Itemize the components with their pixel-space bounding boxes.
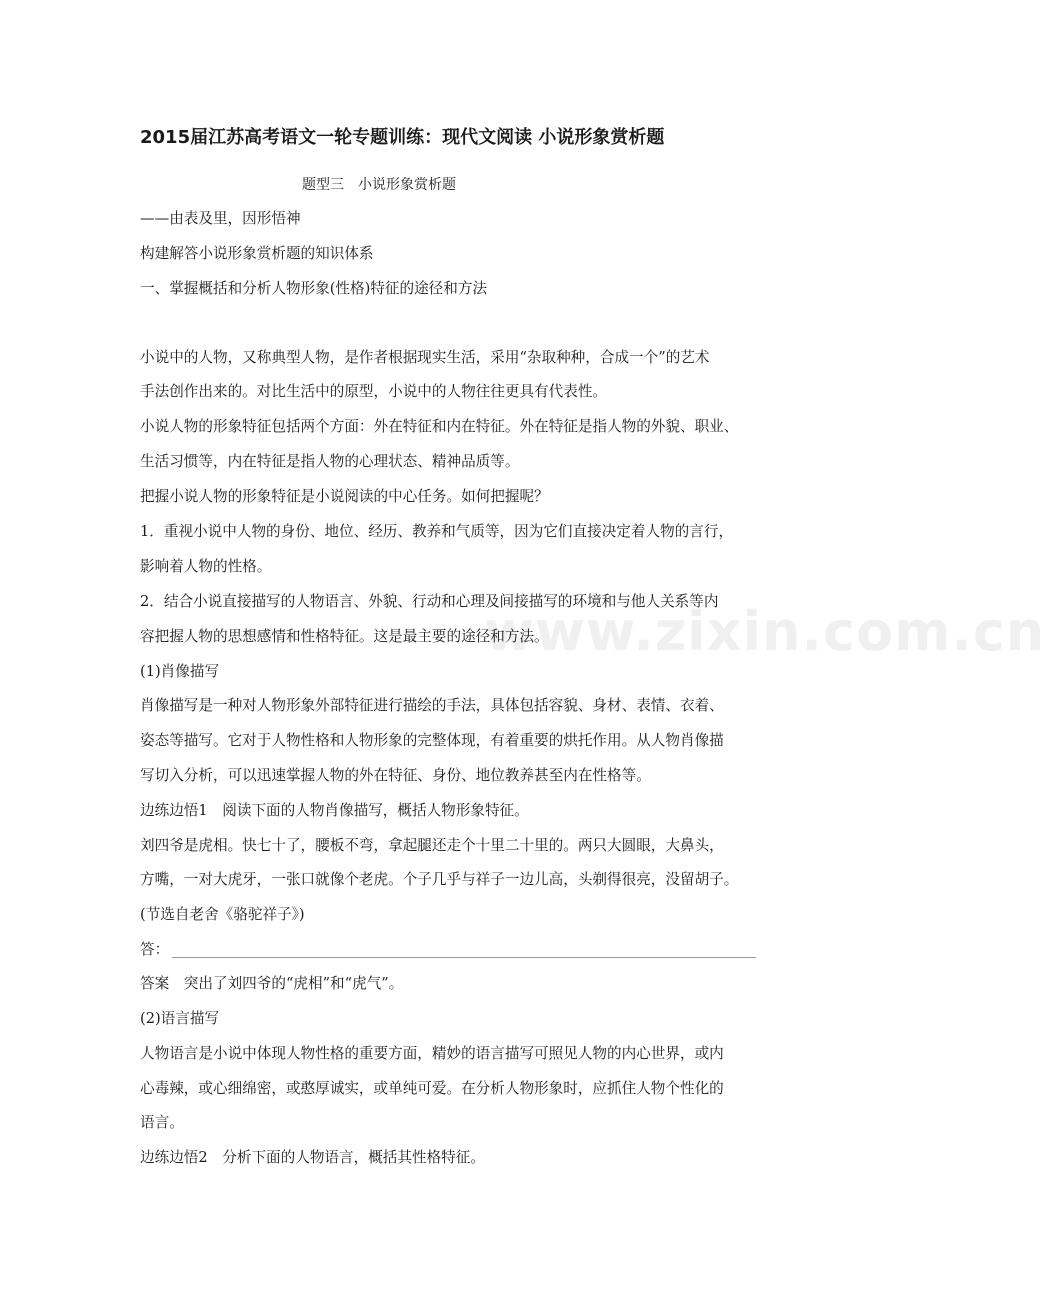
- paragraph-line: 把握小说人物的形象特征是小说阅读的中心任务。如何把握呢？: [140, 488, 549, 505]
- section-heading-1: 一、掌握概括和分析人物形象(性格)特征的途径和方法: [140, 280, 488, 297]
- section-heading: 题型三 小说形象赏析题: [302, 177, 456, 193]
- paragraph-line: 手法创作出来的。对比生活中的原型，小说中的人物往往更具有代表性。: [140, 383, 608, 400]
- list-item-line: 2．结合小说直接描写的人物语言、外貌、行动和心理及间接描写的环境和与他人关系等内: [140, 593, 719, 610]
- paragraph-line: 人物语言是小说中体现人物性格的重要方面，精妙的语言描写可照见人物的内心世界，或内: [140, 1045, 724, 1062]
- paragraph-line: 小说人物的形象特征包括两个方面：外在特征和内在特征。外在特征是指人物的外貌、职业、: [140, 418, 739, 435]
- watermark: www.zixin.com.cn: [484, 600, 1045, 663]
- paragraph-line: 生活习惯等，内在特征是指人物的心理状态、精神品质等。: [140, 453, 520, 470]
- tagline: ——由表及里，因形悟神: [140, 210, 301, 227]
- exercise-prompt: 边练边悟1 阅读下面的人物肖像描写，概括人物形象特征。: [140, 802, 529, 819]
- exercise-prompt: 边练边悟2 分析下面的人物语言，概括其性格特征。: [140, 1149, 485, 1166]
- excerpt-line: 刘四爷是虎相。快七十了，腰板不弯，拿起腿还走个十里二十里的。两只大圆眼，大鼻头，: [140, 837, 724, 854]
- section-intro: 构建解答小说形象赏析题的知识体系: [140, 245, 374, 262]
- paragraph-line: 肖像描写是一种对人物形象外部特征进行描绘的手法，具体包括容貌、身材、表情、衣着、: [140, 697, 724, 714]
- list-item-line: 1．重视小说中人物的身份、地位、经历、教养和气质等，因为它们直接决定着人物的言行，: [140, 523, 734, 540]
- list-item-line: 容把握人物的思想感情和性格特征。这是最主要的途径和方法。: [140, 628, 549, 645]
- list-item-line: 影响着人物的性格。: [140, 558, 272, 575]
- paragraph-line: 心毒辣，或心细绵密，或憨厚诚实，或单纯可爱。在分析人物形象时，应抓住人物个性化的: [140, 1080, 724, 1097]
- paragraph-line: 语言。: [140, 1114, 184, 1131]
- paragraph-line: 姿态等描写。它对于人物性格和人物形象的完整体现，有着重要的烘托作用。从人物肖像描: [140, 732, 724, 749]
- subheading: (2)语言描写: [140, 1010, 220, 1027]
- paragraph-line: 小说中的人物，又称典型人物，是作者根据现实生活，采用“杂取种种，合成一个”的艺术: [140, 349, 710, 366]
- answer-text: 答案 突出了刘四爷的“虎相”和“虎气”。: [140, 975, 404, 992]
- paragraph-line: 写切入分析，可以迅速掌握人物的外在特征、身份、地位教养甚至内在性格等。: [140, 767, 651, 784]
- document-title: 2015届江苏高考语文一轮专题训练：现代文阅读 小说形象赏析题: [140, 127, 665, 148]
- excerpt-line: 方嘴，一对大虎牙，一张口就像个老虎。个子几乎与祥子一边儿高，头剃得很亮，没留胡子。: [140, 871, 739, 888]
- answer-blank-line: [172, 957, 756, 958]
- answer-label: 答：: [140, 941, 170, 958]
- excerpt-source: (节选自老舍《骆驼祥子》): [140, 906, 305, 923]
- subheading: (1)肖像描写: [140, 663, 220, 680]
